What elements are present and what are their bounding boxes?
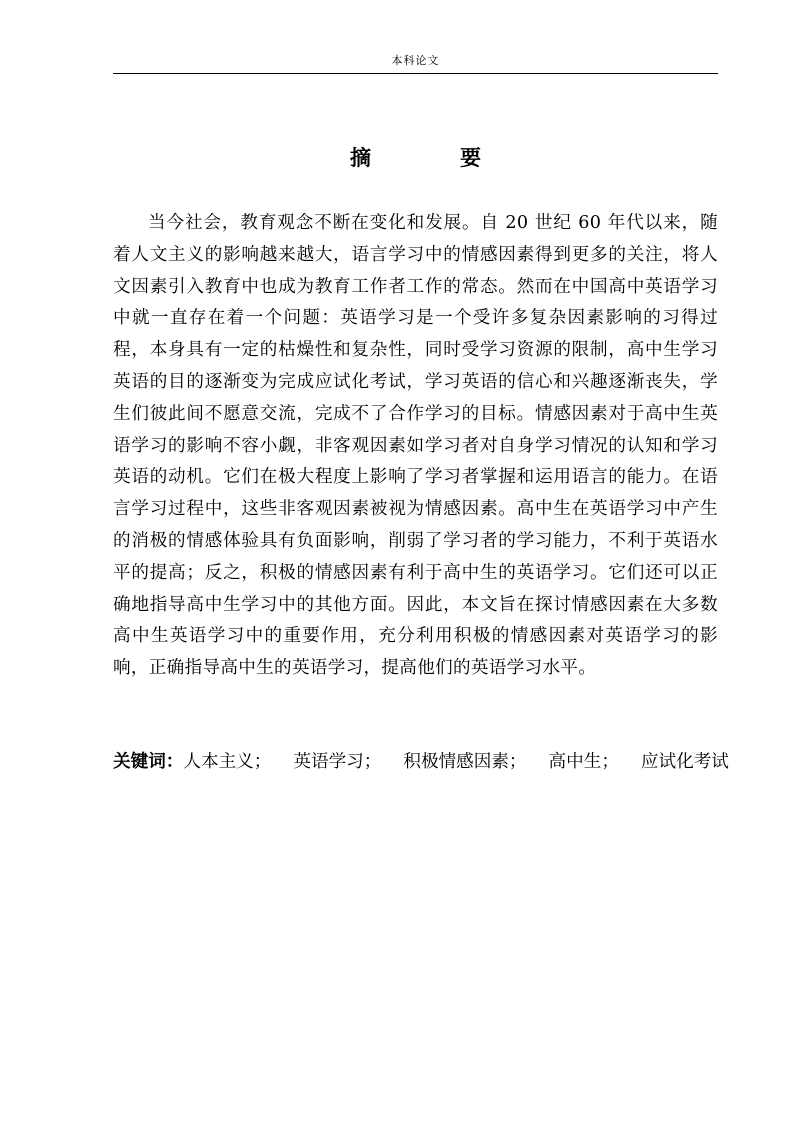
abstract-body: 当今社会，教育观念不断在变化和发展。自 20 世纪 60 年代以来，随着人文主义的影响越来越大，语言学习中的情感因素得到更多的关注，将人文因素引入教育中也成为教育工作者工作的常态。然而在中国高中英语学习中就一直存在着一个问题：英语学习是一个受许多复杂因素影响的习得过程，本身具有一定的枯燥性和复杂性，同时受学习资源的限制，高中生学习英语的目的逐渐变为完成应试化考试，学习英语的信心和兴趣逐渐丧失，学生们彼此间不愿意交流，完成不了合作学习的目标。情感因素对于高中生英语学习的影响不容小觑，非客观因素如学习者对自身学习情况的认知和学习英语的动机。它们在极大程度上影响了学习者掌握和运用语言的能力。在语言学习过程中，这些非客观因素被视为情感因素。高中生在英语学习中产生的消极的情感体验具有负面影响，削弱了学习者的学习能力，不利于英语水平的提高；反之，积极的情感因素有利于高中生的英语学习。它们还可以正确地指导高中生学习中的其他方面。因此，本文旨在探讨情感因素在大多数高中生英语学习中的重要作用，充分利用积极的情感因素对英语学习的影响，正确指导高中生的英语学习，提高他们的英语学习水平。 [113,213,718,679]
keyword-item: 人本主义； [183,752,272,772]
abstract-title: 摘 要 [350,145,515,170]
keyword-item: 英语学习； [293,752,382,772]
keyword-item: 高中生； [548,752,619,772]
keyword-item: 应试化考试 [640,752,729,772]
keywords-label: 关键词： [113,751,184,772]
running-header: 本科论文 [391,54,440,67]
keywords-line [113,748,733,776]
keyword-item: 积极情感因素； [403,752,527,772]
header-divider [113,73,718,74]
